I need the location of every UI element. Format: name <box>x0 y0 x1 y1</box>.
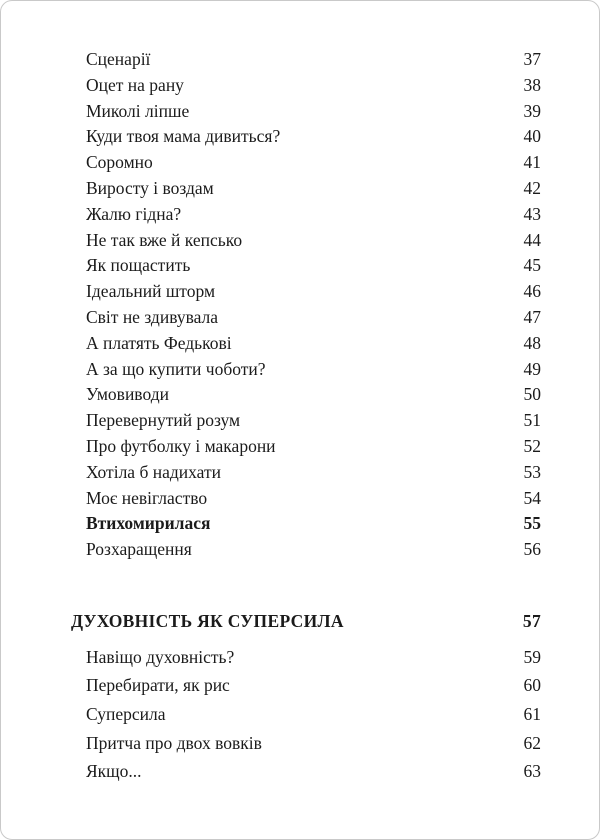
toc-entry-page-number: 40 <box>523 126 541 147</box>
toc-entry <box>71 671 541 700</box>
toc-entry-page-number: 38 <box>523 74 541 95</box>
toc-entry-title: Перевернутий розум <box>86 410 241 431</box>
toc-entry-title: Притча про двох вовків <box>86 732 262 753</box>
toc-entry <box>71 757 541 786</box>
toc-entry <box>71 408 541 434</box>
toc-entry-title: ДУХОВНІСТЬ ЯК СУПЕРСИЛА <box>71 610 344 631</box>
toc-entry-title: Куди твоя мама дивиться? <box>86 126 281 147</box>
toc-entry-page-number: 54 <box>523 487 541 508</box>
toc-entry <box>71 176 541 202</box>
toc-entry-page-number: 52 <box>523 435 541 456</box>
toc-entry-page-number: 49 <box>523 358 541 379</box>
toc-entry <box>71 47 541 73</box>
table-of-contents <box>71 47 541 786</box>
toc-entry <box>71 511 541 537</box>
toc-entry-title: Суперсила <box>86 703 166 724</box>
toc-entry-title: Світ не здивувала <box>86 306 219 327</box>
toc-entry-title: Навіщо духовність? <box>86 646 235 667</box>
toc-entry-title: Ідеальний шторм <box>86 281 216 302</box>
toc-entry-page-number: 45 <box>523 255 541 276</box>
toc-entry-page-number: 63 <box>523 761 541 782</box>
toc-entry-title: Хотіла б надихати <box>86 461 221 482</box>
toc-entry-page-number: 47 <box>523 306 541 327</box>
toc-entry <box>71 73 541 99</box>
toc-entry <box>71 460 541 486</box>
toc-entry <box>71 228 541 254</box>
toc-entry-title: Перебирати, як рис <box>86 675 230 696</box>
toc-entry <box>71 357 541 383</box>
toc-entry <box>71 700 541 729</box>
toc-entry-page-number: 56 <box>523 539 541 560</box>
toc-entry <box>71 643 541 672</box>
toc-entry <box>71 434 541 460</box>
toc-entry-page-number: 61 <box>523 703 541 724</box>
toc-entry <box>71 305 541 331</box>
toc-entry-title: Не так вже й кепсько <box>86 229 243 250</box>
toc-entry-page-number: 43 <box>523 203 541 224</box>
toc-entry <box>71 202 541 228</box>
toc-entry-title: Виросту і воздам <box>86 177 214 198</box>
toc-entry-page-number: 39 <box>523 100 541 121</box>
toc-entry <box>71 99 541 125</box>
toc-entry-page-number: 42 <box>523 177 541 198</box>
toc-entry <box>71 331 541 357</box>
toc-entry-page-number: 53 <box>523 461 541 482</box>
toc-entry-title: Соромно <box>86 152 153 173</box>
toc-entry-title: Миколі ліпше <box>86 100 190 121</box>
toc-entry <box>71 382 541 408</box>
toc-entry-page-number: 59 <box>523 646 541 667</box>
toc-entry-page-number: 37 <box>523 49 541 69</box>
toc-entry-title: Жалю гідна? <box>86 203 182 224</box>
toc-entry <box>71 150 541 176</box>
toc-entry-title: Втихомирилася <box>86 513 211 534</box>
toc-entry-title: А платять Федькові <box>86 332 232 353</box>
toc-entry-page-number: 44 <box>523 229 541 250</box>
toc-entry-title: А за що купити чоботи? <box>86 358 266 379</box>
toc-entry-title: Про футболку і макарони <box>86 435 276 456</box>
toc-entry <box>71 124 541 150</box>
toc-entry-title: Сценарії <box>86 49 151 69</box>
toc-entry-page-number: 57 <box>522 610 541 631</box>
toc-entry-title: Якщо... <box>86 761 142 782</box>
toc-entry-page-number: 48 <box>523 332 541 353</box>
toc-entry-title: Розхаращення <box>86 539 192 560</box>
toc-entry-title: Як пощастить <box>86 255 191 276</box>
toc-section-heading <box>71 609 541 635</box>
toc-entry-page-number: 62 <box>523 732 541 753</box>
toc-entry <box>71 279 541 305</box>
toc-entry-page-number: 46 <box>523 281 541 302</box>
toc-entry-page-number: 60 <box>523 675 541 696</box>
toc-entry-title: Оцет на рану <box>86 74 184 95</box>
toc-entry-page-number: 41 <box>523 152 541 173</box>
toc-entry-page-number: 50 <box>523 384 541 405</box>
toc-entry <box>71 729 541 758</box>
toc-entry <box>71 253 541 279</box>
toc-entry-title: Умовиводи <box>86 384 169 405</box>
toc-entry <box>71 537 541 563</box>
toc-entry <box>71 486 541 512</box>
toc-entry-title: Моє невігластво <box>86 487 208 508</box>
toc-entry-page-number: 55 <box>523 513 541 534</box>
toc-entry-page-number: 51 <box>523 410 541 431</box>
